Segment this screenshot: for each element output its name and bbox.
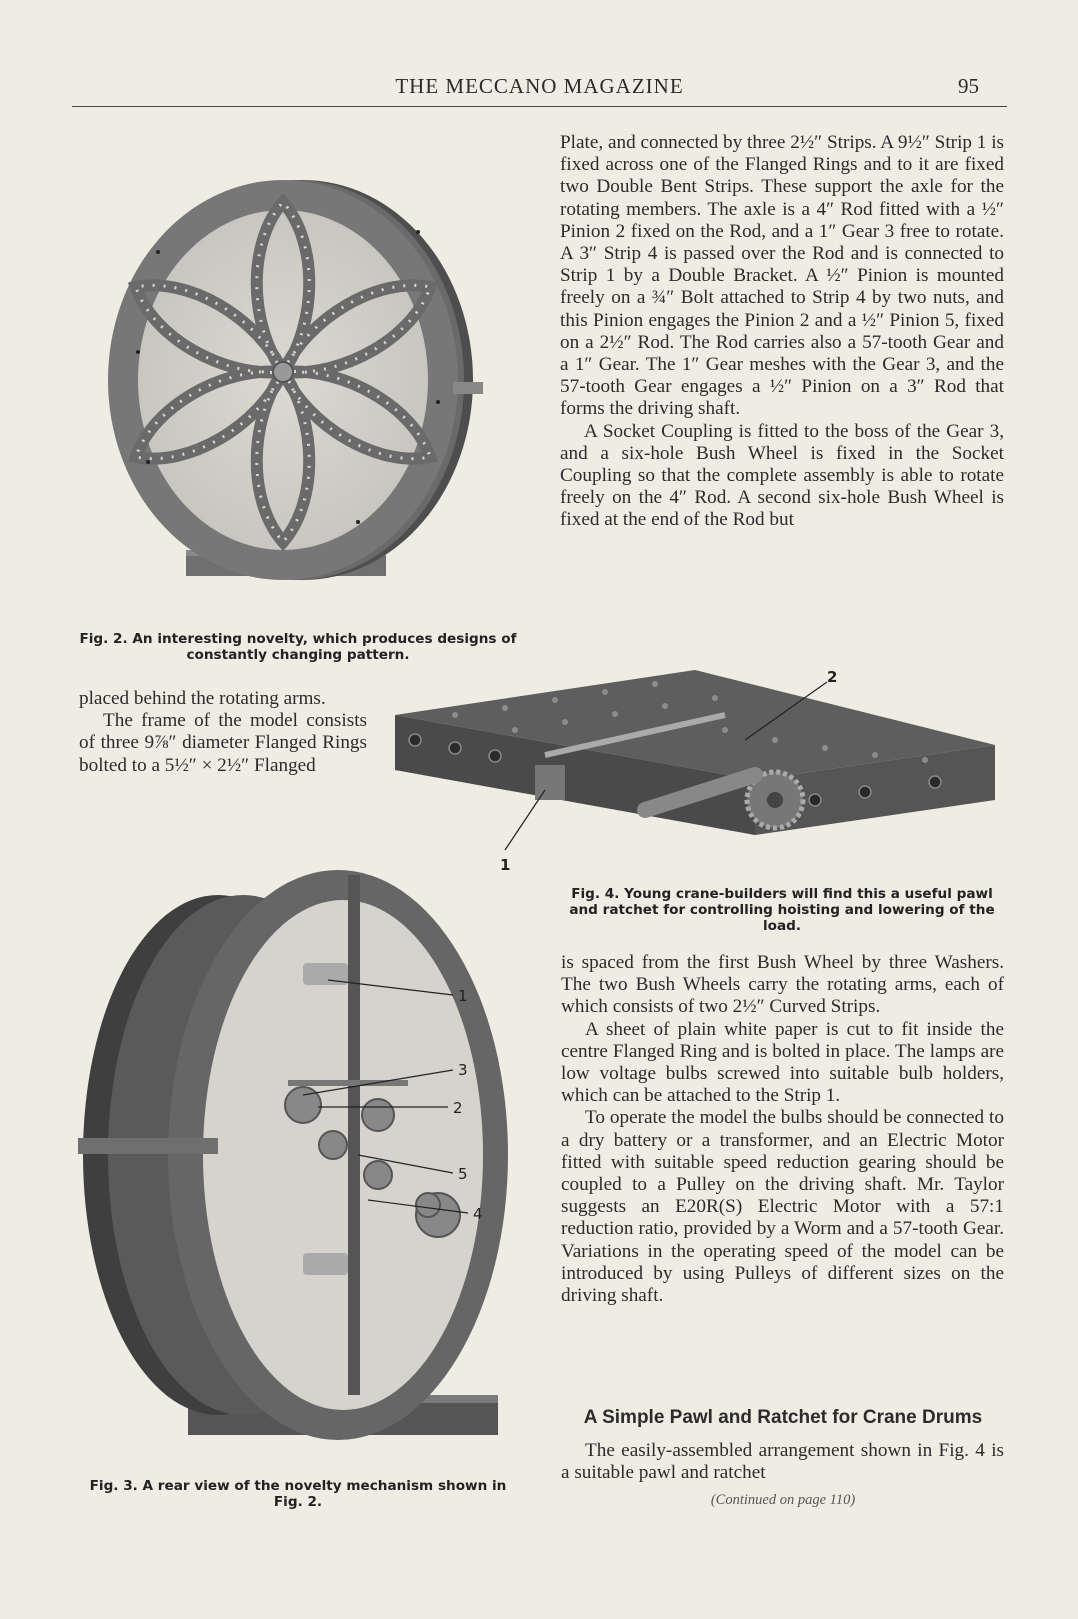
fig3-label-3: 3 [458, 1061, 468, 1079]
fig4-label-2: 2 [827, 668, 838, 686]
fig4-label-1: 1 [500, 856, 511, 874]
paragraph: placed behind the rotating arms. [79, 688, 326, 709]
right-column-bottom-text [561, 952, 1004, 1307]
magazine-title: THE MECCANO MAGAZINE [395, 74, 684, 98]
figure-3-caption: Fig. 3. A rear view of the novelty mechanism shown in Fig. 2. [89, 1478, 507, 1510]
right-column-top-text [560, 132, 1004, 532]
figure-2-caption: Fig. 2. An interesting novelty, which produces designs of constantly changing pattern. [79, 631, 517, 663]
section-heading: A Simple Pawl and Ratchet for Crane Drums [583, 1407, 983, 1428]
left-column-mid-text [79, 688, 367, 777]
section-intro-text [561, 1440, 1004, 1484]
paragraph: Plate, and connected by three 2½″ Strips. A 9½″ Strip 1 is fixed across one of the Flanged Rings and to it are fixed two Double Bent Strips. These support the axle for the rotating members. The axle is a 4″ Rod fitted with a ½″ Pinion 2 fixed on the Rod, and a 1″ Gear 3 free to rotate. A 3″ Strip 4 is passed over the Rod and is connected to Strip 1 by a Double Bracket. A ½″ Pinion is mounted freely on a ¾″ Bolt attached to Strip 4 by two nuts, and this Pinion engages the Pinion 2 and a ½″ Pinion 5, fixed on a 2½″ Rod. The Rod carries also a 57-tooth Gear and a 1″ Gear. The 1″ Gear meshes with the Gear 3, and the 57-tooth Gear engages a ½″ Pinion on a 3″ Rod that forms the driving shaft. [560, 132, 1004, 420]
paragraph: The frame of the model consists of three 9⅞″ diameter Flanged Rings bolted to a 5½″ × 2½″ Flanged [79, 710, 367, 776]
continued-note: (Continued on page 110) [710, 1492, 856, 1508]
paragraph: The easily-assembled arrangement shown in Fig. 4 is a suitable pawl and ratchet [561, 1440, 1004, 1484]
fig3-label-4: 4 [473, 1205, 483, 1223]
page-number: 95 [958, 74, 979, 98]
figure-4-pawl-ratchet [395, 660, 1010, 880]
paragraph: To operate the model the bulbs should be connected to a dry battery or a transformer, and an Electric Motor fitted with suitable speed reduction gearing should be coupled to a Pulley on the driving shaft. Mr. Taylor suggests an E20R(S) Electric Motor with a 57:1 reduction ratio, provided by a Worm and a 57-tooth Gear. Variations in the operating speed of the model can be introduced by using Pulleys of different sizes on the driving shaft. [561, 1107, 1004, 1307]
figure-3-novelty-rear [78, 855, 518, 1470]
page-header [72, 72, 1007, 107]
fig3-label-2: 2 [453, 1099, 463, 1117]
fig3-label-5: 5 [458, 1165, 468, 1183]
paragraph: is spaced from the first Bush Wheel by three Washers. The two Bush Wheels carry the rotating arms, each of which consists of two 2½″ Curved Strips. [561, 952, 1004, 1018]
paragraph: A sheet of plain white paper is cut to fit inside the centre Flanged Ring and is bolted in place. The lamps are low voltage bulbs screwed into suitable bulb holders, which can be attached to the Strip 1. [561, 1018, 1004, 1107]
paragraph: A Socket Coupling is fitted to the boss of the Gear 3, and a six-hole Bush Wheel is fixed in the Socket Coupling so that the complete assembly is able to rotate freely on the 4″ Rod. A second six-hole Bush Wheel is fixed at the end of the Rod but [560, 420, 1004, 531]
figure-2-novelty-front [98, 132, 488, 622]
fig3-label-1: 1 [458, 987, 468, 1005]
figure-4-caption: Fig. 4. Young crane-builders will find this a useful pawl and ratchet for controlling hoisting and lowering of the load. [569, 886, 995, 934]
